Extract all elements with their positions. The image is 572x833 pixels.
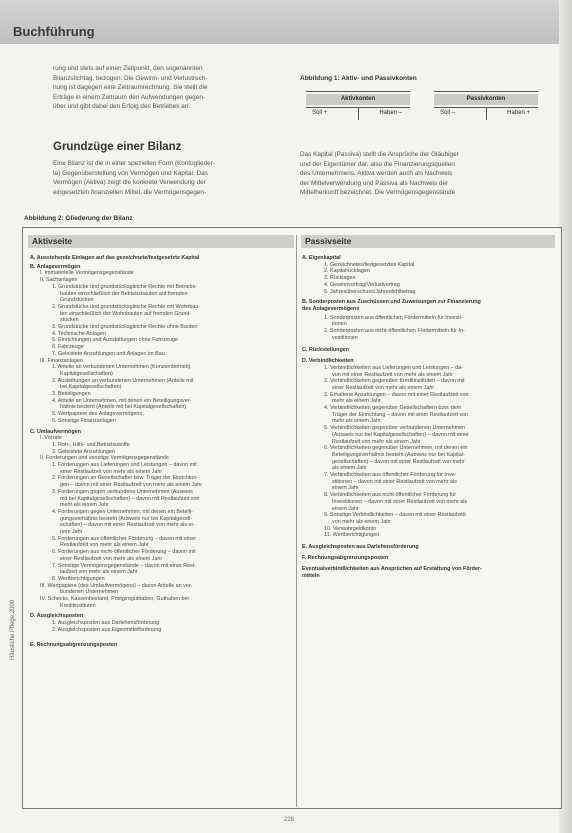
list-item: 2. Geleistete Anzahlungen	[52, 448, 115, 455]
list-item: stücken	[60, 317, 79, 324]
t-account-title: Passivkonten	[434, 94, 538, 105]
list-item: 7. Verbindlichkeiten aus öffentlicher Förderung für Inve-	[324, 472, 457, 478]
list-item: 4. Gewinnvortrag/Verlustvortrag	[324, 281, 400, 288]
section-heading: Eventualverbindlichkeiten aus Ansprüchen auf Erstattung von Förder-	[302, 566, 482, 573]
list-item: laufzeit von mehr als einem Jahr	[60, 569, 138, 576]
list-item: 6. Fahrzeuge	[52, 344, 84, 351]
section-line: te) Gegenüberstellung von Vermögen und Kapital. Das	[53, 169, 208, 177]
list-item: 4. Verbindlichkeiten gegenüber Gesellschaftern bzw. dem	[324, 405, 462, 411]
list-item: Restlaufzeit von mehr als einem Jahr	[60, 542, 149, 549]
section-text	[53, 159, 281, 197]
list-item: IV. Schecks, Kassenbestand, Postgiroguthaben, Guthaben bei	[40, 596, 189, 602]
list-item: Träger der Einrichtung – davon mit einer Restlaufzeit von	[332, 411, 469, 418]
t-account-aktiv	[306, 91, 410, 124]
t-account-left: Soll +	[312, 110, 328, 116]
list-item: 6. Forderungen aus nicht-öffentlicher Förderung – davon mit	[52, 549, 196, 556]
list-item: 3. Rücklagen	[324, 275, 356, 282]
list-item: I. Immaterielle Vermögensgegenstände	[40, 270, 134, 277]
figure-2-caption: Abbildung 2: Gliederung der Bilanz	[24, 215, 133, 222]
right-line: des Unternehmens. Aktiva werden auch als Nachweis	[300, 170, 453, 178]
list-item: 6. Verbindlichkeiten gegenüber Unternehmen, mit denen ein	[324, 445, 468, 452]
list-item: nem Jahr	[60, 529, 83, 535]
list-item: von mehr als einem Jahr	[332, 518, 392, 525]
list-item: bauten einschließlich der Betriebsbauten auf fremden	[60, 290, 188, 297]
section-heading: mitteln	[302, 573, 320, 580]
list-item: 7. Geleistete Anzahlungen und Anlagen im Bau	[52, 350, 165, 357]
section-heading: Grundzüge einer Bilanz	[53, 141, 182, 153]
section-line: Vermögen (Aktiva) zeigt die konkrete Verwendung der	[53, 179, 206, 187]
list-item: 1. Sonderposten aus öffentlichen Fördermitteln für Investi-	[324, 314, 463, 321]
list-item: 6. Sonstige Finanzanlagen	[52, 417, 116, 424]
list-item: gen – davon mit einer Restlaufzeit von mehr als einem Jahr	[60, 482, 203, 489]
list-item: 7. Sonstige Vermögensgegenstände – davon mit einer Rest-	[52, 562, 197, 569]
figure-1-caption: Abbildung 1: Aktiv- und Passivkonten	[300, 75, 417, 82]
section-heading: des Anlagevermögens	[302, 305, 360, 312]
list-item: einem Jahr	[332, 485, 359, 492]
list-item: 1. Forderungen aus Lieferungen und Leistungen – davon mit	[52, 462, 197, 468]
list-item: 1. Roh-, Hilfs- und Betriebsstoffe	[52, 441, 130, 448]
list-item: stitionen – davon mit einer Restlaufzeit von mehr als	[332, 478, 457, 485]
t-account-title: Aktivkonten	[306, 94, 410, 105]
list-item: 2. Ausgleichsposten aus Eigenmittelförderung	[52, 626, 162, 633]
t-account-right: Haben –	[379, 110, 402, 116]
section-heading: C. Rückstellungen	[302, 347, 350, 354]
list-item: schaften) – davon mit einer Restlaufzeit von mehr als ei-	[60, 522, 195, 529]
list-item: Restlaufzeit von mehr als einem Jahr	[332, 438, 421, 445]
list-item: 11. Wertberichtigungen	[324, 532, 380, 539]
list-item: 10. Verwahrgeldkonto	[324, 525, 377, 532]
right-text	[300, 150, 552, 198]
intro-text	[53, 64, 281, 112]
t-account-row	[434, 107, 538, 120]
section-heading: B. Sonderposten aus Zuschüssen und Zuweisungen zur Finanzierung	[302, 299, 481, 306]
intro-line: Bilanzstichtag, bezogen. Die Gewinn- und Verlustrech-	[53, 74, 208, 82]
page-number: 228	[284, 817, 295, 823]
list-item: 2. Forderungen an Gesellschafter bzw. Träger der Einrichtun-	[52, 475, 199, 482]
list-item: mehr als einem Jahr	[332, 418, 381, 425]
list-item: 4. Anteile an Unternehmen, mit denen ein Beteiligungsver-	[52, 397, 192, 404]
list-item: 1. Anteile an verbundenen Unternehmen (Konzernbetrieb)	[52, 364, 191, 371]
list-item: II. Sachanlagen	[40, 277, 78, 284]
list-item: Investitionen – davon mit einer Restlaufzeit von mehr als	[332, 498, 468, 505]
section-heading: A. Eigenkapital	[302, 255, 341, 261]
list-item: ten einschließlich der Wohnbauten auf fremden Grund-	[60, 310, 192, 317]
list-item: einer Restlaufzeit von mehr als einem Jahr	[332, 384, 435, 391]
t-account-row	[306, 107, 410, 120]
t-account-right: Haben +	[507, 110, 530, 116]
list-item: einem Jahr	[332, 505, 359, 512]
section-line: Eine Bilanz ist die in einer speziellen Form (Kontoglieder-	[53, 160, 215, 167]
list-item: 3. Erhaltene Anzahlungen – davon mit einer Restlaufzeit von	[324, 391, 469, 398]
list-item: 9. Sonstige Verbindlichkeiten – davon mit einer Restlaufzeit	[324, 512, 466, 519]
section-heading: A. Ausstehende Einlagen auf das gezeichnete/festgesetzte Kapital	[30, 255, 200, 261]
t-account-left: Soll –	[440, 110, 456, 116]
t-account-divider	[358, 108, 359, 120]
section-line: eingesetzten finanziellen Mittel, die Vermögensgegen-	[53, 188, 207, 196]
right-line: Mittelherkunft bezeichnet. Die Vermögensgegenstände	[300, 189, 456, 197]
section-heading: E. Rechnungsabgrenzungsposten	[30, 641, 118, 648]
header-title: Buchführung	[13, 24, 95, 39]
section-heading: C. Umlaufvermögen	[30, 428, 81, 435]
list-item: gesellschaften) – davon mit einer Restlaufzeit von mehr	[332, 458, 465, 465]
list-item: Grundstücken	[60, 297, 94, 304]
figure-1	[300, 75, 550, 116]
section-heading: E. Ausgleichsposten aus Darlehensförderung	[302, 544, 419, 550]
intro-line: Erträge in einem Zeitraum den Aufwendungen gegen-	[53, 93, 206, 101]
list-item: (Ausweis nur bei Kapitalgesellschaften) – davon mit einer	[332, 431, 469, 438]
list-item: gungsverhältnis besteht (Ausweis nur bei Kapitalgesell-	[60, 515, 193, 522]
list-item: 5. Forderungen aus öffentlicher Förderung – davon mit einer	[52, 535, 197, 542]
list-item: III. Wertpapiere (des Umlaufvermögens) – davon Anteile an ver-	[40, 582, 193, 589]
list-item: 5. Einrichtungen und Ausstattungen ohne Fahrzeuge	[52, 337, 178, 344]
right-line: der Mittelverwendung und Passiva als Nachweis der	[300, 179, 449, 187]
list-item: 2. Sonderposten aus nicht-öffentlichen Fördermitteln für In-	[324, 328, 465, 334]
list-item: I. Vorräte	[40, 435, 62, 442]
passiv-heading: Passivseite	[301, 235, 555, 248]
section-heading: B. Anlagevermögen	[30, 263, 81, 270]
list-item: Kapitalgesellschaften)	[60, 370, 113, 377]
list-item: hältnis besteht (Anteile mit bei Kapitalgesellschaften)	[60, 404, 187, 411]
list-item: 5. Verbindlichkeiten gegenüber verbundenen Unternehmen	[324, 425, 466, 432]
list-item: 4. Technische Anlagen	[52, 330, 106, 337]
list-item: 1. Gezeichnetes/festgesetztes Kapital	[324, 261, 415, 268]
right-line: Das Kapital (Passiva) stellt die Ansprüche der Gläubiger	[300, 151, 459, 158]
list-item: Kreditinstituten	[60, 602, 96, 609]
list-item: von mit einer Restlaufzeit von mehr als einem Jahr	[332, 371, 454, 378]
column-divider	[296, 235, 297, 807]
side-label: Häusliche Pflege 2000	[10, 599, 16, 660]
list-item: Beteiligungsverhältnis besteht (Ausweis nur bei Kapital-	[332, 451, 465, 458]
list-item: 3. Grundstücke und grundstücksgleiche Rechte ohne Bauten	[52, 324, 198, 330]
list-item: mit bei Kapitalgesellschaften) – davon mit Restlaufzeit von	[60, 495, 200, 502]
list-item: 2. Kapitalrücklagen	[324, 268, 370, 275]
list-item: 2. Ausleihungen an verbundenen Unternehmen (Anteile mit	[52, 377, 194, 384]
list-item: 1. Grundstücke und grundstücksgleiche Rechte mit Betriebs-	[52, 283, 198, 290]
list-item: 8. Verbindlichkeiten aus nicht-öffentlicher Förderung für	[324, 492, 457, 499]
page-header	[0, 0, 560, 44]
t-account-divider	[486, 108, 487, 120]
list-item: 1. Ausgleichsposten aus Darlehensförderung	[52, 620, 160, 627]
list-item: 3. Beteiligungen	[52, 391, 91, 397]
list-item: 5. Wertpapiere des Anlagevermögens	[52, 411, 143, 418]
list-item: mehr als einem Jahr	[332, 398, 381, 405]
section-heading: F. Rechnungsabgrenzungsposten	[302, 554, 389, 561]
list-item: III. Finanzanlagen	[40, 357, 83, 364]
list-item: 4. Forderungen gegen Unternehmen, mit denen ein Beteili-	[52, 508, 193, 515]
list-item: 2. Verbindlichkeiten gegenüber Kreditinstituten – davon mit	[324, 378, 465, 385]
list-item: einer Restlaufzeit von mehr als einem Jahr	[60, 468, 163, 475]
intro-line: über und gibt dabei den Erfolg des Betriebes an.	[53, 103, 191, 111]
right-line: und der Eigentümer dar, also die Finanzierungsquellen	[300, 160, 455, 168]
list-item: als einem Jahr	[332, 465, 368, 472]
list-item: mehr als einem Jahr	[60, 502, 109, 509]
section-heading: D. Verbindlichkeiten	[302, 358, 354, 365]
list-item: 5. Jahresüberschuss/Jahresfehlbetrag	[324, 288, 416, 295]
list-item: 8. Wertberichtigungen	[52, 575, 105, 582]
list-item: II. Forderungen und sonstige Vermögensgegenstände	[40, 455, 169, 462]
section-heading: D. Ausgleichsposten	[30, 613, 84, 620]
t-account-passiv	[434, 91, 538, 124]
aktiv-heading: Aktivseite	[28, 235, 294, 248]
list-item: bei Kapitalgesellschaften)	[60, 384, 122, 391]
list-item: einer Restlaufzeit von mehr als einem Jahr	[60, 555, 163, 562]
list-item: bundenen Unternehmen	[60, 589, 119, 596]
intro-line: nung ist dagegen eine Zeitraumrechnung. Sie stellt die	[53, 84, 208, 92]
list-item: 3. Forderungen gegen verbundene Unternehmen (Ausweis	[52, 488, 193, 495]
list-item: 2. Grundstücke und grundstücksgleiche Rechte mit Wohnbau-	[52, 303, 201, 310]
list-item: 1. Verbindlichkeiten aus Lieferungen und Leistungen – da-	[324, 364, 464, 371]
list-item: vestitionen	[332, 334, 358, 341]
intro-line: rung und stets auf einen Zeitpunkt, den sogenannten	[53, 65, 203, 72]
list-item: tionen	[332, 321, 347, 328]
